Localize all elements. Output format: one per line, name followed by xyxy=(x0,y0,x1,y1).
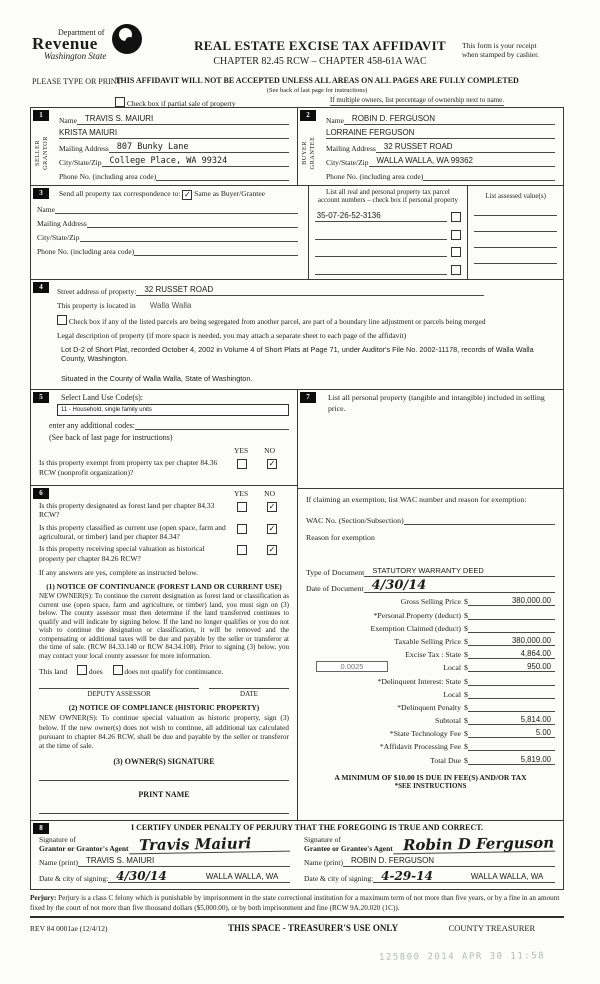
certify-statement: I CERTIFY UNDER PENALTY OF PERJURY THAT THE FOREGOING IS TRUE AND CORRECT. xyxy=(130,822,483,832)
county-treasurer-label: COUNTY TREASURER xyxy=(448,923,536,934)
does-not-label: does not qualify for continuance. xyxy=(124,667,224,677)
assessed-field-3[interactable] xyxy=(474,232,557,248)
exemption-intro: If claiming an exemption, list WAC number and reason for exemption: xyxy=(306,495,527,505)
deputy-assessor-line[interactable] xyxy=(39,688,199,698)
seller-city-field[interactable]: College Place, WA 99324 xyxy=(102,156,290,167)
buyer-section xyxy=(297,108,563,185)
historic-no-checkbox[interactable]: ✓ xyxy=(268,545,276,555)
personal-property-checkbox-1[interactable] xyxy=(451,212,461,222)
situated-text: Situated in the County of Walla Walla, State of Washington. xyxy=(61,373,253,383)
parcel-field-3[interactable] xyxy=(315,246,448,257)
grantor-signature-field[interactable]: Travis Maiuri xyxy=(128,836,290,855)
does-label: does xyxy=(88,667,103,677)
grantor-signature-block xyxy=(39,835,290,884)
section-7-badge: 7 xyxy=(300,392,316,403)
excise-tax-state-field[interactable]: 4,864.00 xyxy=(468,649,555,659)
yes-header: YES xyxy=(233,446,249,456)
personal-property-label: List all personal property (tangible and intangible) included in selling price. xyxy=(328,393,545,413)
perjury-text: Perjury is a class C felony which is punishable by imprisonment in the state correctional institution for a maximum term of not more than five years, or by a fine in an amount fixed by the court of not more than five thousand dollars ($5,000.00), or by both imprisonment and fine (RCW 9A.20.020 (1C)). xyxy=(30,894,560,912)
forest-land-question: Is this property designated as forest land per chapter 84.33 RCW? xyxy=(39,500,215,520)
corr-phone-field[interactable] xyxy=(134,245,297,256)
same-as-buyer-checkbox[interactable]: ✓ xyxy=(183,190,191,199)
personal-property-checkbox-3[interactable] xyxy=(451,247,461,257)
grantor-date-field[interactable]: 4/30/14 xyxy=(108,870,186,883)
grantee-sig-label1: Signature of xyxy=(304,834,341,844)
property-section xyxy=(30,279,564,390)
buyer-city-field[interactable]: WALLA WALLA, WA 99362 xyxy=(369,156,556,167)
grantor-sig-label1: Signature of xyxy=(39,834,76,844)
legal-description-value: Lot D-2 of Short Plat, recorded October 4, 2002 in Volume 4 of Short Plats at Page 71, under Auditor's File No. 2002-11178, records of Walla Walla County, Washington. xyxy=(61,344,534,364)
delinquent-penalty-field[interactable] xyxy=(468,702,555,712)
wac-label: WAC No. (Section/Subsection) xyxy=(306,516,404,526)
seller-address-field[interactable]: 807 Bunky Lane xyxy=(109,142,289,153)
seller-role-label: SELLER GRANTOR xyxy=(34,135,49,170)
section-8-badge: 8 xyxy=(33,823,49,834)
deputy-date-label: DATE xyxy=(240,690,258,699)
doc-type-field[interactable]: STATUTORY WARRANTY DEED xyxy=(364,566,555,577)
exemption-section: If claiming an exemption, list WAC number and reason for exemption: WAC No. (Section/Subsection) Reason for exemption Type of Document STATUTORY WARRANTY DEED Date of Document 4/30/14 Gross Selling Price $ 380,000.00 *Personal Property (deduct) $ Exemption Claimed (deduct) $ Taxable Selling Price $ 380,000.00 Excise Tax : State $ 4,864.00 0.0025 Local $ 950.00 *Delinquent Interest: State $ Local $ *Delinquent Penalty $ Subtotal $ 5,814.00 *State Technology Fee $ 5.00 *Affidavit Processing Fee $ Total Due $ 5,819.00 A MINIMUM OF $10.00 IS DUE IN FEE(S) AND/OR TAX *SEE INSTRUCTIONS xyxy=(298,488,563,819)
located-in-label: This property is located in xyxy=(57,300,136,310)
see-instructions-note: *SEE INSTRUCTIONS xyxy=(394,781,467,790)
please-type-note: PLEASE TYPE OR PRINT xyxy=(32,77,122,86)
buyer-name-field[interactable]: ROBIN D. FERGUSON xyxy=(344,114,555,125)
excise-tax-local-field[interactable]: 950.00 xyxy=(468,662,555,672)
receipt-note-line1: This form is your receipt xyxy=(462,41,537,50)
deputy-date-line[interactable] xyxy=(209,688,289,698)
located-in-field[interactable]: Walla Walla xyxy=(149,300,192,310)
buyer-address-field[interactable]: 32 RUSSET ROAD xyxy=(376,142,555,153)
corr-name-label: Name xyxy=(37,205,55,214)
historic-yes-checkbox[interactable] xyxy=(237,545,247,555)
legal-description-label: Legal description of property (if more space is needed, you may attach a separate sheet to each page of the affidavit) xyxy=(57,330,407,340)
assessed-field-2[interactable] xyxy=(474,216,557,232)
buyer-phone-field[interactable] xyxy=(423,170,555,181)
owners-signature-title: (3) OWNER(S) SIGNATURE xyxy=(113,756,215,766)
section-1-badge: 1 xyxy=(33,110,49,121)
cashier-stamp: 125800 2014 APR 30 11:58 xyxy=(378,951,546,963)
notice-compliance-body: NEW OWNER(S): To continue special valuation as historic property, sign (3) below. If the new owner(s) does not wish to continue, all additional tax calculated pursuant to chapter 84.26 RCW, shall be due and payable by the seller or transferor at the time of sale. xyxy=(39,713,289,750)
dor-logo-icon xyxy=(112,24,142,54)
additional-codes-field[interactable] xyxy=(135,419,289,430)
correspondence-row xyxy=(30,185,564,280)
seller-name-field[interactable]: TRAVIS S. MAIURI xyxy=(77,114,289,125)
personal-property-checkbox-4[interactable] xyxy=(451,265,461,275)
corr-city-label: City/State/Zip xyxy=(37,233,80,242)
section-5-badge: 5 xyxy=(33,392,49,403)
land-use-label: Select Land Use Code(s): xyxy=(61,393,143,403)
corr-address-field[interactable] xyxy=(87,217,298,228)
logo-state-text: Washington State xyxy=(44,50,107,61)
seller-phone-field[interactable] xyxy=(156,170,289,181)
seller-name2-field[interactable]: KRISTA MAIURI xyxy=(59,128,289,139)
gross-selling-price-label: Gross Selling Price xyxy=(400,597,461,607)
total-due-label: Total Due xyxy=(430,755,461,765)
affidavit-fee-label: *Affidavit Processing Fee xyxy=(379,742,461,752)
buyer-city-label: City/State/Zip xyxy=(326,158,369,167)
this-land-label: This land xyxy=(39,667,68,677)
form-rev-number: REV 84 0001ae (12/4/12) xyxy=(30,924,108,934)
send-correspondence-label: Send all property tax correspondence to: xyxy=(59,189,181,198)
grantor-name-print-label: Name (print) xyxy=(39,858,78,868)
subtotal-label: Subtotal xyxy=(435,716,461,726)
grantor-name-print-field[interactable]: TRAVIS S. MAIURI xyxy=(78,856,290,867)
receipt-note xyxy=(462,41,564,60)
historic-question: Is this property receiving special valuation as historical property per chapter 84.26 RCW? xyxy=(39,544,205,563)
receipt-note-line2: when stamped by cashier. xyxy=(462,50,540,60)
assessed-header: List assessed value(s) xyxy=(485,192,546,200)
state-tech-fee-label: *State Technology Fee xyxy=(389,729,461,739)
section-4-badge: 4 xyxy=(33,282,49,293)
doc-date-field[interactable]: 4/30/14 xyxy=(364,579,555,593)
same-as-buyer-label: Same as Buyer/Grantee xyxy=(194,189,265,198)
exempt-yes-checkbox[interactable] xyxy=(237,459,247,469)
personal-property-checkbox-2[interactable] xyxy=(451,230,461,240)
perjury-bold: Perjury: xyxy=(30,894,57,903)
buyer-phone-label: Phone No. (including area code) xyxy=(326,172,424,181)
form-title: REAL ESTATE EXCISE TAX AFFIDAVIT xyxy=(194,38,446,53)
middle-columns xyxy=(30,389,564,820)
current-use-yes-checkbox[interactable] xyxy=(237,524,247,534)
see-back-note: (See back of last page for instructions) xyxy=(266,87,368,94)
partial-sale-checkbox[interactable] xyxy=(115,97,125,107)
personal-property-section xyxy=(298,390,563,488)
right-column xyxy=(297,390,563,819)
seller-city-label: City/State/Zip xyxy=(59,158,102,167)
if-yes-note: If any answers are yes, complete as instructed below. xyxy=(39,568,199,578)
buyer-role-label: BUYER GRANTEE xyxy=(301,136,316,169)
grantor-date-label: Date & city of signing: xyxy=(39,874,109,884)
notice-continuance-title: (1) NOTICE OF CONTINUANCE (FOREST LAND OR CURRENT USE) xyxy=(46,582,282,592)
forest-no-checkbox[interactable]: ✓ xyxy=(268,501,276,511)
no-header: NO xyxy=(264,446,275,456)
local-rate-box: 0.0025 xyxy=(316,661,388,672)
section-2-badge: 2 xyxy=(300,110,316,121)
corr-phone-label: Phone No. (including area code) xyxy=(37,247,135,256)
parcel-field-2[interactable] xyxy=(315,229,448,240)
assessed-field-4[interactable] xyxy=(474,248,557,264)
affidavit-fee-field[interactable] xyxy=(468,741,555,751)
corr-address-label: Mailing Address xyxy=(37,219,87,228)
left-column xyxy=(31,390,297,819)
additional-codes-label: enter any additional codes: xyxy=(49,421,135,431)
delinquent-interest-local-label: Local xyxy=(443,689,461,699)
grantor-sig-label2: Grantor or Grantor's Agent xyxy=(39,843,129,853)
grantee-date-field[interactable]: 4-29-14 xyxy=(373,870,451,883)
doc-type-label: Type of Document xyxy=(306,568,365,578)
parcel-numbers-section xyxy=(308,186,468,279)
notice-continuance-body: NEW OWNER(S): To continue the current designation as forest land or classification as current use (open space, farm and agriculture, or timber) land, you must sign on (3) below. The county assessor must then determine if the land transferred continues to qualify and will indicate by signing below. If the land no longer qualifies or you do not wish to continue the designation or classification, it will be removed and the compensating or additional taxes will be due and payable by the seller or transferor at the time of sale. (RCW 84.33.140 or RCW 84.34.108). Prior to signing (3) below, you may contact your local county assessor for more information. xyxy=(39,592,289,660)
assessed-field-1[interactable] xyxy=(474,200,557,216)
current-use-no-checkbox[interactable]: ✓ xyxy=(268,523,276,533)
logo-revenue-text: Revenue xyxy=(32,34,98,53)
grantee-sig-label2: Grantee or Grantee's Agent xyxy=(304,843,393,853)
delinquent-interest-state-field[interactable] xyxy=(468,676,555,686)
form-subtitle: CHAPTER 82.45 RCW – CHAPTER 458-61A WAC xyxy=(213,56,427,67)
exempt-no-checkbox[interactable]: ✓ xyxy=(268,459,276,469)
see-back-instructions: (See back of last page for instructions) xyxy=(49,433,173,443)
delinquent-interest-state-label: *Delinquent Interest: State xyxy=(377,676,461,686)
land-use-section xyxy=(31,390,297,481)
excise-tax-state-label: Excise Tax : State xyxy=(405,650,461,660)
grantor-city-field[interactable]: WALLA WALLA, WA xyxy=(186,872,290,883)
multiple-owners-note: If multiple owners, list percentage of ownership next to name. xyxy=(330,96,504,104)
classification-section xyxy=(31,485,297,820)
deputy-assessor-label: DEPUTY ASSESSOR xyxy=(87,690,151,699)
parcel-field-1[interactable]: 35-07-26-52-3136 xyxy=(315,211,448,222)
minimum-fee-note: A MINIMUM OF $10.00 IS DUE IN FEE(S) AND/OR TAX xyxy=(334,772,527,782)
exemption-claimed-field[interactable] xyxy=(468,623,555,633)
taxable-selling-price-field[interactable]: 380,000.00 xyxy=(468,636,555,646)
perjury-note xyxy=(30,894,564,918)
state-tech-fee-field[interactable]: 5.00 xyxy=(468,728,555,738)
street-address-label: Street address of property: xyxy=(57,286,137,296)
certification-section xyxy=(30,820,564,891)
wac-field[interactable] xyxy=(404,514,555,525)
logo-dept-text: Department of xyxy=(58,28,105,37)
correspondence-section xyxy=(31,186,308,279)
exemption-claimed-label: Exemption Claimed (deduct) xyxy=(370,623,461,633)
delinquent-penalty-label: *Delinquent Penalty xyxy=(397,702,461,712)
delinquent-interest-local-field[interactable] xyxy=(468,689,555,699)
section-6-badge: 6 xyxy=(33,488,49,499)
no-header-2: NO xyxy=(264,488,275,498)
continuance-qualify-row xyxy=(39,665,289,676)
doc-date-label: Date of Document xyxy=(306,584,364,594)
segregated-label: Check box if any of the listed parcels are being segregated from another parcel, are part of a boundary line adjustment or parcels being merged xyxy=(68,316,486,326)
form-header xyxy=(30,0,564,108)
grantee-signature-field[interactable]: Robin D Ferguson xyxy=(393,836,555,855)
print-name-title: PRINT NAME xyxy=(138,789,190,799)
current-use-question: Is this property classified as current use (open space, farm and agricultural, or timber) land per chapter 84.34? xyxy=(39,522,226,542)
parcel-field-4[interactable] xyxy=(315,264,448,275)
does-not-checkbox[interactable] xyxy=(113,665,123,675)
acceptance-notice: THIS AFFIDAVIT WILL NOT BE ACCEPTED UNLESS ALL AREAS ON ALL PAGES ARE FULLY COMPLETED xyxy=(115,76,519,85)
notice-compliance-title: (2) NOTICE OF COMPLIANCE (HISTORIC PROPERTY) xyxy=(68,703,260,713)
excise-tax-local-label: Local xyxy=(443,663,461,673)
segregated-checkbox[interactable] xyxy=(57,315,67,325)
subtotal-field[interactable]: 5,814.00 xyxy=(468,715,555,725)
street-address-field[interactable]: 32 RUSSET ROAD xyxy=(136,285,484,296)
grantee-date-label: Date & city of signing: xyxy=(304,874,374,884)
grantee-name-print-label: Name (print) xyxy=(304,858,343,868)
print-name-line[interactable] xyxy=(39,813,289,814)
grantee-city-field[interactable]: WALLA WALLA, WA xyxy=(451,872,555,883)
grantee-name-print-field[interactable]: ROBIN D. FERGUSON xyxy=(343,856,555,867)
seller-section xyxy=(31,108,297,185)
seller-address-label: Mailing Address xyxy=(59,144,109,153)
personal-property-deduct-label: *Personal Property (deduct) xyxy=(373,610,461,620)
buyer-name-label: Name xyxy=(326,116,344,125)
treasurer-space-label: THIS SPACE - TREASURER'S USE ONLY xyxy=(227,923,399,934)
seller-phone-label: Phone No. (including area code) xyxy=(59,172,157,181)
assessed-values-section xyxy=(467,186,563,279)
owners-signature-line[interactable] xyxy=(39,780,289,781)
forest-yes-checkbox[interactable] xyxy=(237,502,247,512)
total-due-field[interactable]: 5,819.00 xyxy=(468,755,555,765)
personal-property-deduct-field[interactable] xyxy=(468,610,555,620)
parcel-header: List all real and personal property tax parcel account numbers – check box if personal property xyxy=(317,188,458,205)
gross-selling-price-field[interactable]: 380,000.00 xyxy=(468,596,555,606)
grantee-signature-block xyxy=(304,835,555,884)
land-use-dropdown[interactable]: 11 - Household, single family units xyxy=(57,404,289,416)
parties-row xyxy=(30,107,564,186)
yes-header-2: YES xyxy=(233,488,249,498)
section-3-badge: 3 xyxy=(33,188,49,199)
exempt-question: Is this property exempt from property tax per chapter 84.36 RCW (nonprofit organization)? xyxy=(39,458,218,477)
taxable-selling-price-label: Taxable Selling Price xyxy=(394,636,461,646)
reason-exemption-label: Reason for exemption xyxy=(306,533,375,543)
corr-city-field[interactable] xyxy=(80,231,298,242)
does-checkbox[interactable] xyxy=(77,665,87,675)
buyer-name2-field[interactable]: LORRAINE FERGUSON xyxy=(326,128,555,139)
corr-name-field[interactable] xyxy=(55,203,298,214)
footer-row xyxy=(30,923,564,933)
seller-name-label: Name xyxy=(59,116,77,125)
buyer-address-label: Mailing Address xyxy=(326,144,376,153)
partial-sale-label: Check box if partial sale of property xyxy=(126,99,236,108)
